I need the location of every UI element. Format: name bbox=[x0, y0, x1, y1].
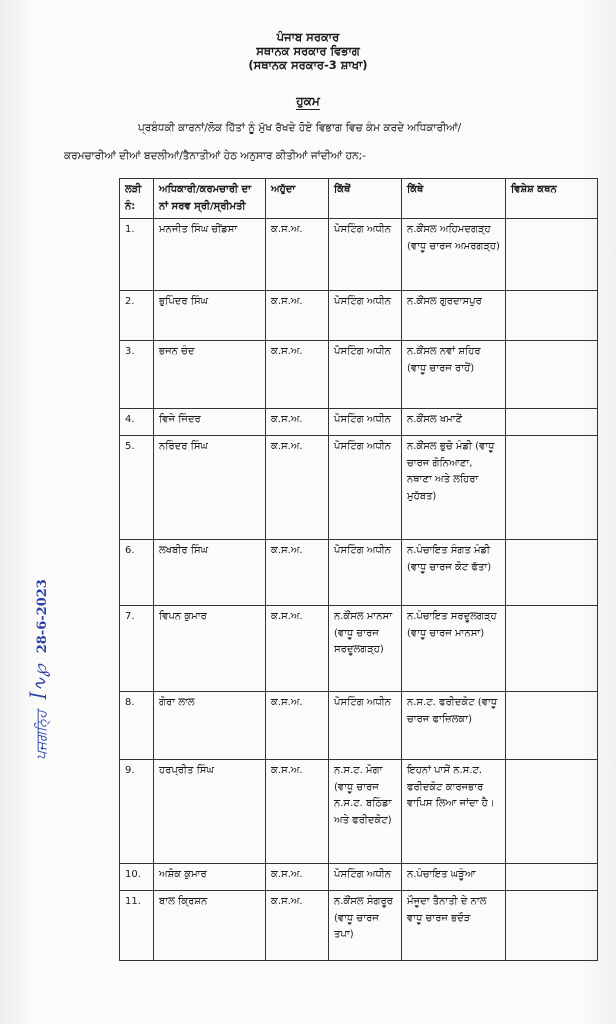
table-header-row bbox=[120, 179, 598, 219]
cell-designation: ਕ.ਸ.ਅ. bbox=[266, 540, 329, 606]
cell-to: ਮੌਜੂਦਾ ਤੈਨਾਤੀ ਦੇ ਨਾਲ ਵਾਧੂ ਚਾਰਜ ਭਦੌੜ bbox=[402, 891, 506, 961]
cell-from: ਪੋਸਟਿੰਗ ਅਧੀਨ bbox=[329, 341, 402, 409]
cell-serial: 11. bbox=[120, 891, 154, 961]
cell-remarks bbox=[506, 606, 598, 692]
table-row bbox=[120, 219, 598, 291]
table-row bbox=[120, 540, 598, 606]
signature-mark: ꟾ∿℘ bbox=[30, 664, 51, 700]
cell-name: ਬਾਲ ਕ੍ਰਿਸ਼ਨ bbox=[154, 891, 266, 961]
cell-serial: 7. bbox=[120, 606, 154, 692]
header-name: ਅਧਿਕਾਰੀ/ਕਰਮਚਾਰੀ ਦਾ ਨਾਂ ਸਰਵ ਸ੍ਰੀ/ਸ੍ਰੀਮਤੀ bbox=[154, 179, 266, 219]
cell-to: ਨ.ਪੰਚਾਇਤ ਘੜੂੰਆ bbox=[402, 864, 506, 891]
receipt-stamp bbox=[30, 579, 51, 760]
cell-to: ਨ.ਪੰਚਾਇਤ ਸਰਦੂਲਗੜ੍ਹ (ਵਾਧੂ ਚਾਰਜ ਮਾਨਸਾ) bbox=[402, 606, 506, 692]
cell-from: ਪੋਸਟਿੰਗ ਅਧੀਨ bbox=[329, 436, 402, 540]
cell-name: ਮਨਜੀਤ ਸਿੰਘ ਚੀਂਡਸਾ bbox=[154, 219, 266, 291]
header-serial: ਲੜੀ ਨੰ: bbox=[120, 179, 154, 219]
cell-from: ਪੋਸਟਿੰਗ ਅਧੀਨ bbox=[329, 219, 402, 291]
cell-from: ਨ.ਕੌਂਸਲ ਸੰਗਰੂਰ (ਵਾਧੂ ਚਾਰਜ ਤਪਾ) bbox=[329, 891, 402, 961]
cell-designation: ਕ.ਸ.ਅ. bbox=[266, 341, 329, 409]
cell-remarks bbox=[506, 540, 598, 606]
table-row bbox=[120, 291, 598, 341]
cell-remarks bbox=[506, 760, 598, 864]
cell-to: ਨ.ਪੰਚਾਇਤ ਸੰਗਤ ਮੰਡੀ (ਵਾਧੂ ਚਾਰਜ ਕੋਟ ਫੱਤਾ) bbox=[402, 540, 506, 606]
cell-from: ਪੋਸਟਿੰਗ ਅਧੀਨ bbox=[329, 291, 402, 341]
cell-serial: 4. bbox=[120, 409, 154, 436]
cell-designation: ਕ.ਸ.ਅ. bbox=[266, 436, 329, 540]
cell-designation: ਕ.ਸ.ਅ. bbox=[266, 409, 329, 436]
table-row bbox=[120, 760, 598, 864]
table-row bbox=[120, 436, 598, 540]
cell-from: ਨ.ਕੌਂਸਲ ਮਾਨਸਾ (ਵਾਧੂ ਚਾਰਜ ਸਰਦੂਲਗੜ੍ਹ) bbox=[329, 606, 402, 692]
order-title: ਹੁਕਮ bbox=[296, 94, 320, 108]
cell-remarks bbox=[506, 341, 598, 409]
cell-name: ਭਜਨ ਚੰਦ bbox=[154, 341, 266, 409]
cell-to: ਨ.ਕੌਂਸਲ ਖਮਾਣੋਂ bbox=[402, 409, 506, 436]
cell-serial: 10. bbox=[120, 864, 154, 891]
cell-serial: 8. bbox=[120, 692, 154, 760]
cell-name: ਗੋਰਾ ਲਾਲ bbox=[154, 692, 266, 760]
table-row bbox=[120, 606, 598, 692]
cell-designation: ਕ.ਸ.ਅ. bbox=[266, 864, 329, 891]
header-department: ਸਥਾਨਕ ਸਰਕਾਰ ਵਿਭਾਗ bbox=[256, 44, 360, 58]
table-row bbox=[120, 891, 598, 961]
cell-designation: ਕ.ਸ.ਅ. bbox=[266, 891, 329, 961]
cell-to: ਨ.ਕੌਂਸਲ ਭੁਚੋ ਮੰਡੀ (ਵਾਧੂ ਚਾਰਜ ਗੋਨਿਆਣਾ, ਨਥਾਣਾ ਅਤੇ ਲਹਿਰਾ ਮੁਹੱਬਤ) bbox=[402, 436, 506, 540]
stamp-label: ਪਜਗਨ੍ਹਿ bbox=[34, 710, 50, 760]
cell-from: ਪੋਸਟਿੰਗ ਅਧੀਨ bbox=[329, 540, 402, 606]
header-designation: ਅਹੁੱਦਾ bbox=[266, 179, 329, 219]
cell-from: ਪੋਸਟਿੰਗ ਅਧੀਨ bbox=[329, 409, 402, 436]
table-row bbox=[120, 341, 598, 409]
cell-name: ਭੁਪਿੰਦਰ ਸਿੰਘ bbox=[154, 291, 266, 341]
cell-name: ਵਿਜੇ ਜਿੰਦਰ bbox=[154, 409, 266, 436]
table-row bbox=[120, 692, 598, 760]
cell-from: ਨ.ਸ.ਟ. ਮੋਗਾ (ਵਾਧੂ ਚਾਰਜ ਨ.ਸ.ਟ. ਬਠਿੰਡਾ ਅਤੇ ਫਰੀਦਕੋਟ) bbox=[329, 760, 402, 864]
header-from: ਕਿੱਥੋਂ bbox=[329, 179, 402, 219]
cell-remarks bbox=[506, 436, 598, 540]
cell-serial: 9. bbox=[120, 760, 154, 864]
cell-remarks bbox=[506, 891, 598, 961]
cell-from: ਪੋਸਟਿੰਗ ਅਧੀਨ bbox=[329, 692, 402, 760]
cell-to: ਨ.ਕੌਂਸਲ ਨਵਾਂ ਸ਼ਹਿਰ (ਵਾਧੂ ਚਾਰਜ ਰਾਹੋਂ) bbox=[402, 341, 506, 409]
cell-designation: ਕ.ਸ.ਅ. bbox=[266, 692, 329, 760]
cell-serial: 1. bbox=[120, 219, 154, 291]
header-to: ਕਿੱਥੇ bbox=[402, 179, 506, 219]
table-row bbox=[120, 864, 598, 891]
cell-to: ਨ.ਸ.ਟ. ਫਰੀਦਕੋਟ (ਵਾਧੂ ਚਾਰਜ ਫਾਜ਼ਿਲਕਾ) bbox=[402, 692, 506, 760]
cell-name: ਅਸ਼ੋਕ ਕੁਮਾਰ bbox=[154, 864, 266, 891]
cell-name: ਹਰਪ੍ਰੀਤ ਸਿੰਘ bbox=[154, 760, 266, 864]
cell-designation: ਕ.ਸ.ਅ. bbox=[266, 219, 329, 291]
cell-designation: ਕ.ਸ.ਅ. bbox=[266, 760, 329, 864]
cell-remarks bbox=[506, 219, 598, 291]
cell-serial: 5. bbox=[120, 436, 154, 540]
cell-designation: ਕ.ਸ.ਅ. bbox=[266, 291, 329, 341]
cell-serial: 2. bbox=[120, 291, 154, 341]
cell-from: ਪੋਸਟਿੰਗ ਅਧੀਨ bbox=[329, 864, 402, 891]
cell-to: ਨ.ਕੌਂਸਲ ਗੁਰਦਾਸਪੁਰ bbox=[402, 291, 506, 341]
intro-line-1: ਪ੍ਰਬੰਧਕੀ ਕਾਰਨਾਂ/ਲੋਕ ਹਿੱਤਾਂ ਨੂੰ ਮੁੱਖ ਰੱਖਦੇ ਹੋਏ ਵਿਭਾਗ ਵਿਚ ਕੰਮ ਕਰਦੇ ਅਧਿਕਾਰੀਆਂ/ bbox=[138, 122, 462, 134]
transfer-table bbox=[119, 178, 598, 961]
cell-name: ਲਖਬੀਰ ਸਿੰਘ bbox=[154, 540, 266, 606]
cell-designation: ਕ.ਸ.ਅ. bbox=[266, 606, 329, 692]
cell-serial: 6. bbox=[120, 540, 154, 606]
table-row bbox=[120, 409, 598, 436]
header-remarks: ਵਿਸ਼ੇਸ਼ ਕਥਨ bbox=[506, 179, 598, 219]
cell-name: ਨਰਿੰਦਰ ਸਿੰਘ bbox=[154, 436, 266, 540]
cell-serial: 3. bbox=[120, 341, 154, 409]
cell-remarks bbox=[506, 409, 598, 436]
stamp-date: 28-6-2023 bbox=[35, 579, 50, 654]
header-government: ਪੰਜਾਬ ਸਰਕਾਰ bbox=[276, 30, 340, 44]
cell-to: ਇਹਨਾਂ ਪਾਸੋਂ ਨ.ਸ.ਟ. ਫਰੀਦਕੋਟ ਕਾਰਜਭਾਰ ਵਾਪਿਸ ਲਿਆ ਜਾਂਦਾ ਹੈ। bbox=[402, 760, 506, 864]
header-branch: (ਸਥਾਨਕ ਸਰਕਾਰ-3 ਸ਼ਾਖਾ) bbox=[248, 58, 368, 72]
cell-remarks bbox=[506, 692, 598, 760]
intro-line-2: ਕਰਮਚਾਰੀਆਂ ਦੀਆਂ ਬਦਲੀਆਂ/ਤੈਨਾਤੀਆਂ ਹੇਠ ਅਨੁਸਾਰ ਕੀਤੀਆਂ ਜਾਂਦੀਆਂ ਹਨ;- bbox=[64, 150, 366, 162]
cell-remarks bbox=[506, 864, 598, 891]
cell-remarks bbox=[506, 291, 598, 341]
cell-to: ਨ.ਕੌਂਸਲ ਅਹਿਮਦਗੜ੍ਹ (ਵਾਧੂ ਚਾਰਜ ਅਮਰਗੜ੍ਹ) bbox=[402, 219, 506, 291]
cell-name: ਵਿਪਨ ਕੁਮਾਰ bbox=[154, 606, 266, 692]
